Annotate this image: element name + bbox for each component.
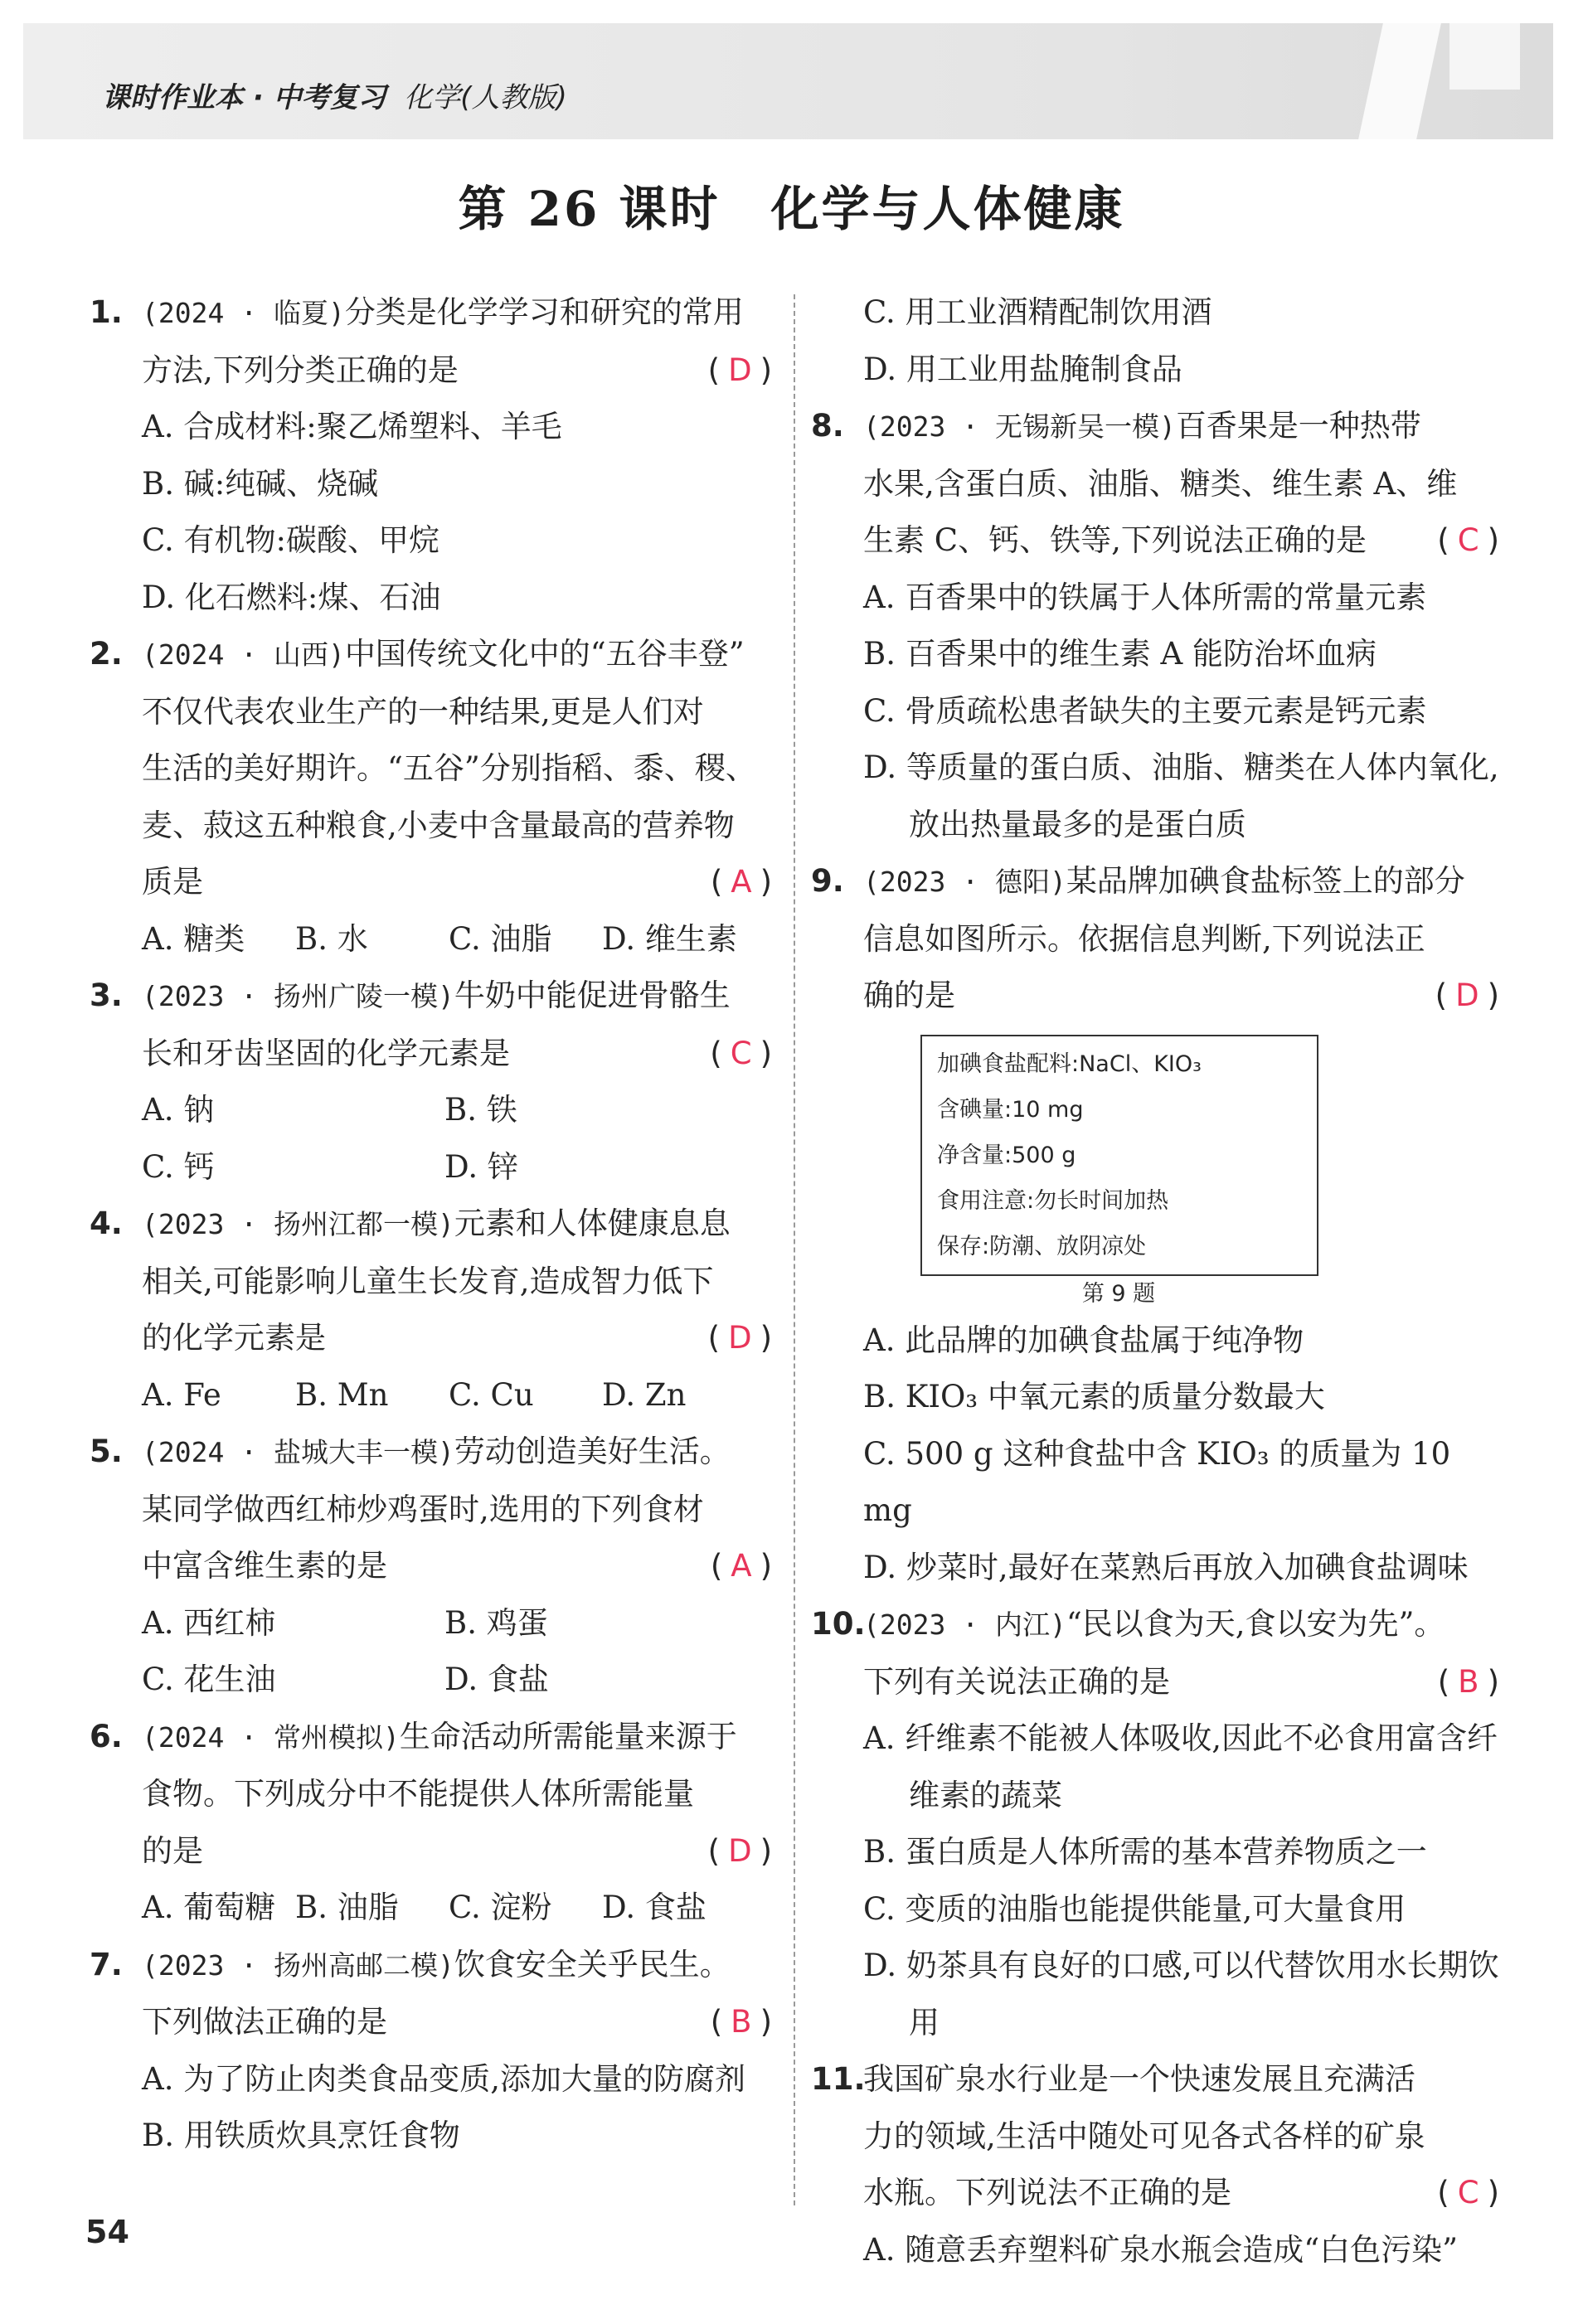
salt-label-box (920, 1035, 1318, 1276)
option-c: C. 骨质疏松患者缺失的主要元素是钙元素 (863, 692, 1427, 729)
question-stem: 百香果是一种热带 (1175, 408, 1421, 444)
book-subject: 化学(人教版) (404, 81, 567, 114)
option-b: B. 蛋白质是人体所需的基本营养物质之一 (863, 1834, 1427, 1870)
label-line: 保存:防潮、放阴凉处 (937, 1233, 1147, 1259)
question-stem: “民以食为天,食以安为先”。 (1066, 1606, 1445, 1642)
question-number: 7. (90, 1946, 123, 1982)
option-c: C. 用工业酒精配制饮用酒 (863, 294, 1212, 330)
answer-bracket: ( D ) (1435, 978, 1499, 1013)
column-divider (794, 294, 795, 2205)
option-a: A. 为了防止肉类食品变质,添加大量的防腐剂 (142, 2060, 746, 2097)
options-row (90, 1139, 772, 1196)
book-series: 课时作业本 · 中考复习 (102, 81, 386, 114)
question-stem: 生活的美好期许。“五谷”分别指稻、黍、稷、 (142, 750, 756, 786)
question-stem: 某同学做西红柿炒鸡蛋时,选用的下列食材 (142, 1491, 704, 1527)
question-3 (90, 968, 772, 1082)
option-c: C. 花生油 (142, 1662, 276, 1697)
question-stem: 我国矿泉水行业是一个快速发展且充满活 (863, 2061, 1415, 2097)
option-a: A. 葡萄糖 (142, 1890, 276, 1925)
question-stem: 方法,下列分类正确的是 (142, 352, 459, 388)
question-number: 11. (811, 2061, 866, 2097)
header-decoration (1449, 23, 1520, 90)
question-stem: 生命活动所需能量来源于 (399, 1718, 737, 1754)
question-stem: 下列有关说法正确的是 (863, 1663, 1170, 1700)
question-stem: 质是 (142, 864, 203, 900)
answer-letter: A (731, 864, 752, 900)
label-line: 净含量:500 g (937, 1142, 1076, 1168)
answer-bracket: ( D ) (707, 1832, 772, 1869)
question-stem: 劳动创造美好生活。 (454, 1434, 731, 1469)
option-b: B. 油脂 (295, 1890, 399, 1925)
answer-letter: C (1457, 2175, 1479, 2210)
question-number: 3. (90, 978, 123, 1013)
question-stem: 饮食安全关乎民生。 (454, 1946, 731, 1982)
option-c: C. 油脂 (449, 920, 552, 957)
question-stem: 生素 C、钙、铁等,下列说法正确的是 (863, 522, 1367, 558)
question-stem: 某品牌加碘食盐标签上的部分 (1066, 863, 1465, 899)
question-stem: 中富含维生素的是 (142, 1548, 387, 1584)
options-row (90, 911, 772, 968)
answer-letter: B (1458, 1663, 1479, 1700)
option-a: A. 钠 (142, 1092, 215, 1128)
question-number: 4. (90, 1206, 123, 1241)
question-number: 6. (90, 1718, 123, 1754)
question-number: 10. (811, 1606, 866, 1642)
answer-bracket: ( A ) (710, 864, 772, 900)
answer-letter: A (731, 1548, 752, 1584)
option-b: B. 水 (295, 920, 368, 957)
question-11 (811, 2051, 1499, 2222)
answer-bracket: ( C ) (1437, 2175, 1499, 2210)
options-row (90, 1595, 772, 1652)
answer-bracket: ( D ) (707, 1320, 772, 1356)
question-stem: 的化学元素是 (142, 1320, 326, 1356)
question-2 (90, 626, 772, 911)
label-line: 加碘食盐配料:NaCl、KIO₃ (937, 1050, 1202, 1077)
answer-bracket: ( C ) (710, 1035, 772, 1071)
question-stem: 中国传统文化中的“五谷丰登” (344, 636, 745, 672)
option-d: D. 炒菜时,最好在菜熟后再放入加碘食盐调味 (863, 1549, 1469, 1585)
page-header (23, 23, 1553, 139)
question-stem: 食物。下列成分中不能提供人体所需能量 (142, 1776, 694, 1812)
question-stem: 水果,含蛋白质、油脂、糖类、维生素 A、维 (863, 465, 1458, 502)
question-number: 8. (811, 408, 844, 444)
option-d: D. 化石燃料:煤、石油 (142, 579, 441, 615)
option-b: B. 百香果中的维生素 A 能防治坏血病 (863, 636, 1377, 672)
option-a: A. 此品牌的加碘食盐属于纯净物 (863, 1322, 1304, 1358)
left-column (90, 284, 772, 2165)
option-c: C. 变质的油脂也能提供能量,可大量食用 (863, 1890, 1406, 1927)
label-line: 含碘量:10 mg (937, 1096, 1084, 1123)
page-number: 54 (85, 2214, 129, 2250)
question-4 (90, 1196, 772, 1367)
question-stem: 不仅代表农业生产的一种结果,更是人们对 (142, 693, 704, 730)
option-b: B. 鸡蛋 (444, 1604, 548, 1641)
answer-letter: D (1455, 978, 1479, 1013)
question-stem: 的是 (142, 1832, 203, 1869)
question-5 (90, 1424, 772, 1595)
option-c: C. Cu (449, 1376, 534, 1413)
option-c: C. 钙 (142, 1148, 215, 1185)
option-a: A. 纤维素不能被人体吸收,因此不必食用富含纤维素的蔬菜 (863, 1720, 1498, 1813)
figure-caption: 第 9 题 (1081, 1280, 1156, 1307)
question-stem: 信息如图所示。依据信息判断,下列说法正 (863, 920, 1425, 957)
option-a: A. 西红柿 (142, 1604, 276, 1641)
question-stem: 麦、菽这五种粮食,小麦中含量最高的营养物 (142, 807, 735, 843)
option-d: D. 等质量的蛋白质、油脂、糖类在人体内氧化,放出热量最多的是蛋白质 (863, 750, 1499, 842)
options-row (90, 1652, 772, 1709)
question-9 (811, 853, 1499, 1025)
question-1 (90, 284, 772, 399)
question-source: (2024 · 盐城大丰一模) (142, 1436, 454, 1468)
answer-bracket: ( C ) (1437, 522, 1499, 558)
answer-letter: D (728, 1832, 752, 1869)
right-column (811, 284, 1499, 2278)
question-8 (811, 398, 1499, 570)
question-source: (2023 · 德阳) (863, 866, 1066, 898)
option-d: D. 用工业用盐腌制食品 (863, 351, 1182, 387)
answer-bracket: ( B ) (710, 2004, 772, 2040)
label-line: 食用注意:勿长时间加热 (937, 1187, 1169, 1214)
answer-letter: B (731, 2004, 752, 2040)
option-a: A. 合成材料:聚乙烯塑料、羊毛 (142, 409, 562, 444)
question-stem: 元素和人体健康息息 (454, 1206, 731, 1241)
question-number: 1. (90, 294, 123, 330)
option-c: C. 淀粉 (449, 1890, 552, 1925)
option-c: C. 500 g 这种食盐中含 KIO₃ 的质量为 10 mg (863, 1435, 1451, 1528)
question-stem: 力的领域,生活中随处可见各式各样的矿泉 (863, 2118, 1425, 2154)
answer-letter: C (1457, 522, 1479, 558)
answer-letter: D (728, 1320, 752, 1356)
option-d: D. 锌 (444, 1148, 518, 1185)
question-stem: 牛奶中能促进骨骼生 (454, 978, 731, 1013)
question-7 (90, 1937, 772, 2051)
option-b: B. Mn (295, 1376, 389, 1413)
question-10 (811, 1596, 1499, 1710)
option-d: D. 食盐 (444, 1662, 549, 1697)
question-stem: 下列做法正确的是 (142, 2004, 387, 2040)
question-source: (2024 · 山西) (142, 638, 345, 671)
option-d: D. 奶茶具有良好的口感,可以代替饮用水长期饮用 (863, 1948, 1499, 2040)
question-stem: 分类是化学学习和研究的常用 (344, 294, 744, 330)
answer-letter: D (728, 352, 752, 388)
answer-bracket: ( D ) (707, 352, 772, 388)
question-stem: 长和牙齿坚固的化学元素是 (142, 1035, 510, 1071)
option-b: B. KIO₃ 中氧元素的质量分数最大 (863, 1379, 1325, 1414)
question-stem: 确的是 (863, 978, 955, 1013)
option-b: B. 铁 (444, 1092, 517, 1128)
option-d: D. Zn (602, 1376, 687, 1413)
question-source: (2023 · 扬州广陵一模) (142, 980, 454, 1012)
option-b: B. 碱:纯碱、烧碱 (142, 465, 379, 502)
option-a: A. 百香果中的铁属于人体所需的常量元素 (863, 579, 1427, 615)
question-source: (2023 · 扬州高邮二模) (142, 1948, 454, 1982)
question-source: (2023 · 扬州江都一模) (142, 1208, 454, 1240)
question-source: (2023 · 无锡新吴一模) (863, 410, 1176, 443)
answer-bracket: ( B ) (1437, 1663, 1499, 1700)
option-a: A. Fe (142, 1376, 221, 1413)
answer-letter: C (730, 1035, 752, 1071)
options-row (90, 1367, 772, 1424)
question-number: 5. (90, 1434, 123, 1469)
option-a: A. 随意丢弃塑料矿泉水瓶会造成“白色污染” (863, 2231, 1459, 2268)
header-decoration (1358, 23, 1441, 139)
question-number: 2. (90, 636, 123, 672)
option-b: B. 用铁质炊具烹饪食物 (142, 2118, 460, 2153)
page-title: 第 26 课时 化学与人体健康 (458, 181, 1125, 237)
option-c: C. 有机物:碳酸、甲烷 (142, 522, 439, 558)
option-a: A. 糖类 (142, 920, 245, 957)
question-source: (2024 · 常州模拟) (142, 1720, 400, 1754)
option-d: D. 维生素 (602, 920, 737, 957)
question-6 (90, 1709, 772, 1880)
answer-bracket: ( A ) (710, 1548, 772, 1584)
question-source: (2024 · 临夏) (142, 297, 345, 329)
question-stem: 水瓶。下列说法不正确的是 (863, 2175, 1231, 2210)
question-number: 9. (811, 863, 844, 899)
header-text (102, 75, 567, 115)
option-d: D. 食盐 (602, 1890, 707, 1925)
options-row (90, 1880, 772, 1937)
question-source: (2023 · 内江) (863, 1608, 1066, 1641)
options-row (90, 1082, 772, 1139)
question-stem: 相关,可能影响儿童生长发育,造成智力低下 (142, 1263, 714, 1299)
